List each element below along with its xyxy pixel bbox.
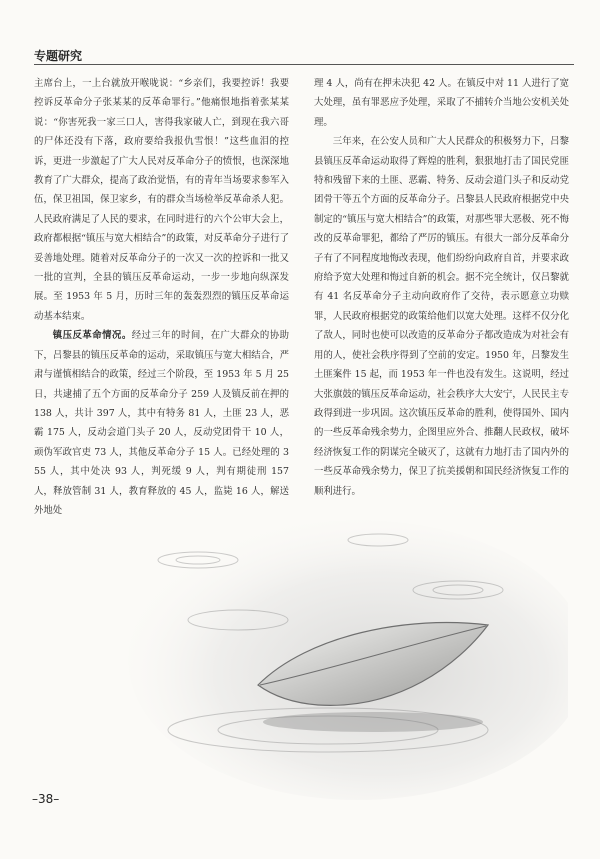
- page-number: –38–: [32, 792, 60, 806]
- right-column: [314, 74, 569, 501]
- leaf-reflection: [263, 712, 483, 732]
- section-label: 专题研究: [34, 49, 83, 63]
- section-lead-heading: 镇压反革命情况。: [52, 330, 132, 342]
- leaf-on-water-icon: [128, 500, 568, 800]
- left-paragraph-1: 主席台上，一上台就放开喉咙说：“乡亲们，我要控诉！我要控诉反革命分子张某某的反革命罪行。”他痛恨地指着张某某说：“你害死我一家三口人，害得我家破人亡，到现在我六哥的尸体还没有下落，政府要给我报仇雪恨！”这些血泪的控诉，更进一步激起了广大人民对反革命分子的愤恨，也深深地教育了广大群众，提高了政治觉悟，有的青年当场要求参军入伍，保卫祖国，保卫家乡，有的群众当场检举反革命杀人犯。人民政府满足了人民的要求，在同时进行的六个公审大会上，政府都根据“镇压与宽大相结合”的政策，对反革命分子进行了妥善地处理。随着对反革命分子的一次又一次的控诉和一批又一批的宣判，全县的镇压反革命运动，一步一步地向纵深发展。至 1953 年 5 月，历时三年的轰轰烈烈的镇压反革命运动基本结束。: [34, 78, 289, 322]
- header-rule: [34, 64, 574, 65]
- left-paragraph-2: [34, 326, 289, 520]
- right-paragraph-1: 理 4 人，尚有在押未决犯 42 人。在镇反中对 11 人进行了宽大处理，虽有罪恶应予处理，采取了不捕转介当地公安机关处理。: [314, 78, 569, 128]
- left-column: [34, 74, 289, 520]
- left-paragraph-2-body: 经过三年的时间，在广大群众的协助下，吕黎县的镇压反革命的运动，采取镇压与宽大相结合，严肃与谨慎相结合的政策，经过三个阶段，至 1953 年 5 月 25 日，共逮捕了五个方面的反革命分子 259 人及镇反前在押的 138 人，共计 397 人，其中有特务 81 人，土匪 23 人，恶霸 175 人，反动会道门头子 20 人，反动党团骨干 10 人，顽伪军政官吏 73 人，其他反革命分子 15 人。已经处理的 355 人，其中处决 93 人，判死缓 9 人，判有期徒刑 157 人，释放管制 31 人，教育释放的 45 人，监毙 16 人，解送外地处: [34, 330, 289, 516]
- right-paragraph-2: 三年来，在公安人员和广大人民群众的积极努力下，吕黎县镇压反革命运动取得了辉煌的胜利，狠狠地打击了国民党匪特和残留下来的土匪、恶霸、特务、反动会道门头子和反动党团骨干等五个方面的反革命分子。吕黎县人民政府根据党中央制定的“镇压与宽大相结合”的政策，对那些罪大恶极、死不悔改的反革命罪犯，都给了严厉的镇压。有很大一部分反革命分子有了不同程度地悔改表现，他们纷纷向政府自首，并要求政府给予宽大处理和悔过自新的机会。据不完全统计，仅吕黎就有 41 名反革命分子主动向政府作了交待，表示愿意立功赎罪，人民政府根据党的政策给他们以宽大处理。这样不仅分化了敌人，同时也使可以改造的反革命分子都改造成为对社会有用的人，使社会秩序得到了空前的安定。1950 年，吕黎发生土匪案件 15 起，而 1953 年一件也没有发生。这说明，经过大张旗鼓的镇压反革命运动，社会秩序大大安宁，人民民主专政得到进一步巩固。这次镇压反革命的胜利，使得国外、国内的一些反革命残余势力，企图里应外合、推翻人民政权，破坏经济恢复工作的阴谋完全破灭了，这就有力地打击了国内外的一些反革命残余势力，保卫了抗美援朝和国民经济恢复工作的顺利进行。: [314, 136, 569, 497]
